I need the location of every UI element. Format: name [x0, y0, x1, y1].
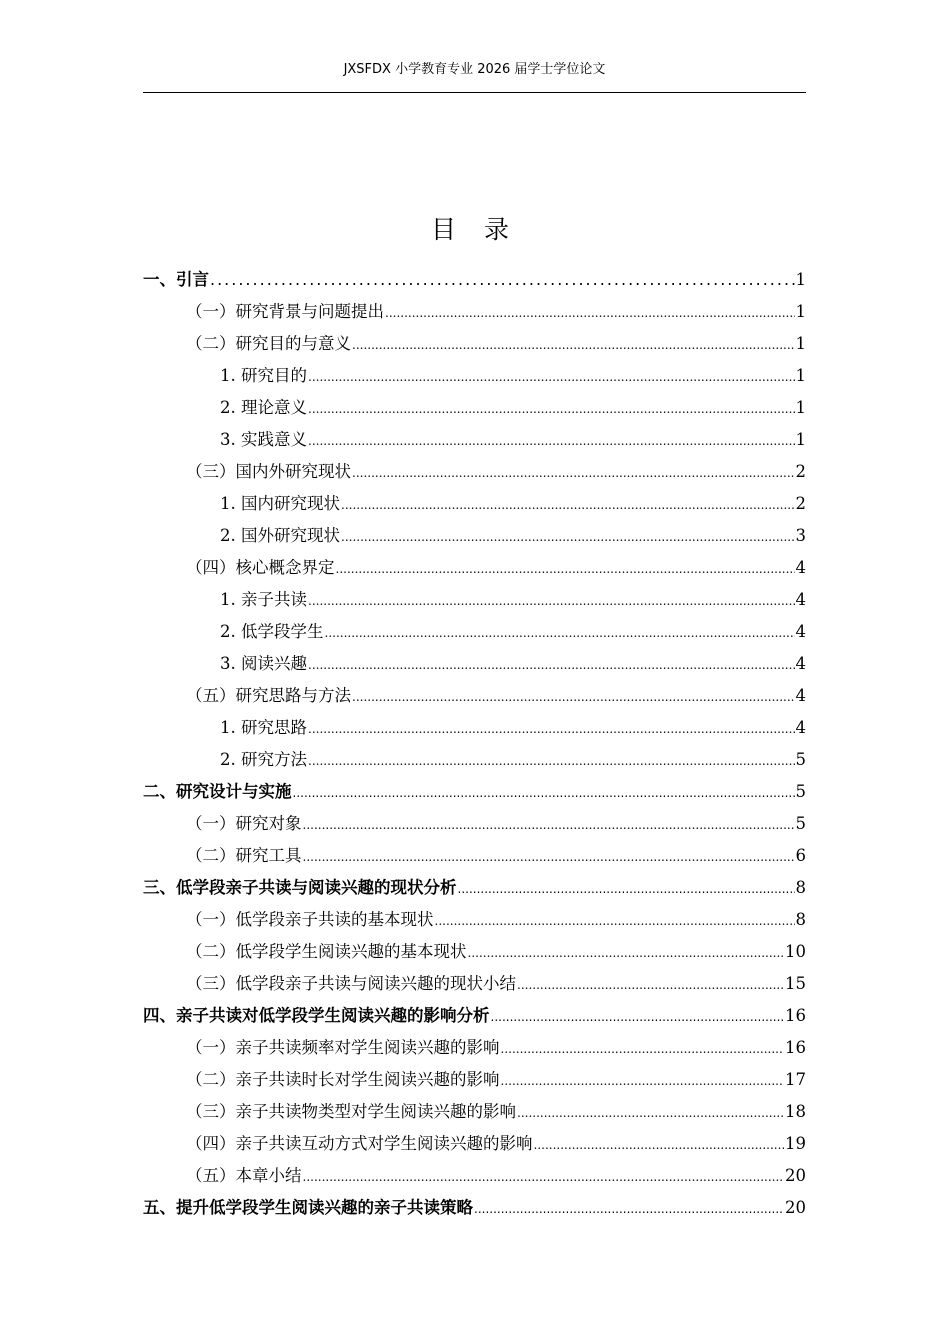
- toc-entry-label: 二、研究设计与实施: [143, 782, 292, 801]
- toc-entry[interactable]: [143, 1000, 806, 1032]
- toc-entry-label: 2. 低学段学生: [220, 622, 324, 641]
- toc-title: 目 录: [431, 215, 519, 244]
- toc-entry-page: 4: [795, 654, 806, 673]
- toc-entry[interactable]: [143, 936, 806, 968]
- toc-leader-dots: [468, 936, 785, 969]
- toc-entry-label: （二）研究工具: [186, 846, 302, 865]
- toc-entry-label: （二）亲子共读时长对学生阅读兴趣的影响: [186, 1070, 500, 1089]
- toc-leader-dots: [341, 488, 795, 521]
- toc-entry-label: 3. 阅读兴趣: [220, 654, 307, 673]
- toc-entry-page: 10: [785, 942, 806, 961]
- toc-entry-page: 4: [795, 686, 806, 705]
- toc-entry[interactable]: [143, 424, 806, 456]
- toc-entry-label: 四、亲子共读对低学段学生阅读兴趣的影响分析: [143, 1006, 490, 1025]
- toc-entry[interactable]: [143, 680, 806, 712]
- toc-entry[interactable]: [143, 1032, 806, 1064]
- toc-leader-dots: [491, 1000, 785, 1033]
- toc-entry-page: 15: [785, 974, 806, 993]
- toc-entry-page: 4: [795, 558, 806, 577]
- toc-entry-label: 1. 研究目的: [220, 366, 307, 385]
- toc-entry-page: 4: [795, 622, 806, 641]
- toc-entry-page: 8: [795, 878, 806, 897]
- toc-entry-page: 18: [785, 1102, 806, 1121]
- toc-leader-dots: [352, 456, 795, 489]
- toc-entry-label: （五）本章小结: [186, 1166, 302, 1185]
- toc-entry[interactable]: [143, 712, 806, 744]
- toc-leader-dots: [336, 552, 795, 585]
- toc-entry-page: 1: [795, 398, 806, 417]
- toc-entry-label: （一）低学段亲子共读的基本现状: [186, 910, 434, 929]
- toc-entry[interactable]: [143, 1096, 806, 1128]
- toc-entry[interactable]: [143, 584, 806, 616]
- page-header: JXSFDX 小学教育专业 2026 届学士学位论文: [343, 62, 606, 77]
- toc-entry-label: 2. 理论意义: [220, 398, 307, 417]
- header-rule: [143, 92, 806, 93]
- toc-entry[interactable]: [143, 872, 806, 904]
- toc-entry-page: 5: [795, 750, 806, 769]
- toc-entry-page: 4: [795, 590, 806, 609]
- toc-leader-dots: [352, 328, 795, 361]
- toc-entry-label: （四）亲子共读互动方式对学生阅读兴趣的影响: [186, 1134, 533, 1153]
- toc-leader-dots: [308, 712, 795, 745]
- toc-leader-dots: [325, 616, 795, 649]
- toc-entry[interactable]: [143, 648, 806, 680]
- toc-entry-label: （五）研究思路与方法: [186, 686, 351, 705]
- toc-entry[interactable]: [143, 264, 806, 296]
- toc-entry-label: 1. 国内研究现状: [220, 494, 340, 513]
- toc-leader-dots: [517, 968, 784, 1001]
- toc-entry-page: 2: [795, 494, 806, 513]
- toc-leader-dots: [474, 1192, 784, 1225]
- toc-leader-dots: [341, 520, 795, 553]
- toc-leader-dots: [517, 1096, 784, 1129]
- toc-entry[interactable]: [143, 520, 806, 552]
- toc-entry-label: 三、低学段亲子共读与阅读兴趣的现状分析: [143, 878, 457, 897]
- toc-entry-label: 3. 实践意义: [220, 430, 307, 449]
- toc-leader-dots: [293, 776, 795, 809]
- toc-entry-page: 5: [795, 814, 806, 833]
- toc-leader-dots: [352, 680, 795, 713]
- toc-entry-page: 1: [795, 366, 806, 385]
- toc-entry-page: 2: [795, 462, 806, 481]
- toc-entry[interactable]: [143, 1160, 806, 1192]
- toc-leader-dots: [308, 584, 795, 617]
- toc-leader-dots: [308, 360, 795, 393]
- toc-entry-label: （二）低学段学生阅读兴趣的基本现状: [186, 942, 467, 961]
- toc-entry[interactable]: [143, 808, 806, 840]
- toc-entry[interactable]: [143, 968, 806, 1000]
- toc-leader-dots: [308, 424, 795, 457]
- toc-entry[interactable]: [143, 552, 806, 584]
- toc-entry-label: （四）核心概念界定: [186, 558, 335, 577]
- toc-leader-dots: [501, 1032, 785, 1065]
- toc-entry-label: （三）亲子共读物类型对学生阅读兴趣的影响: [186, 1102, 516, 1121]
- toc-leader-dots: [501, 1064, 785, 1097]
- toc-entry[interactable]: [143, 296, 806, 328]
- toc-entry-label: （三）国内外研究现状: [186, 462, 351, 481]
- toc-leader-dots: [303, 808, 795, 841]
- toc-leader-dots: [458, 872, 795, 905]
- toc-leader-dots: [210, 264, 795, 296]
- toc-entry-page: 4: [795, 718, 806, 737]
- toc-entry[interactable]: [143, 840, 806, 872]
- toc-entry-label: 2. 研究方法: [220, 750, 307, 769]
- toc-entry-page: 1: [795, 430, 806, 449]
- toc-entry[interactable]: [143, 328, 806, 360]
- toc-entry-page: 1: [795, 302, 806, 321]
- toc-leader-dots: [303, 1160, 785, 1193]
- toc-leader-dots: [385, 296, 795, 329]
- toc-leader-dots: [308, 392, 795, 425]
- toc-entry[interactable]: [143, 488, 806, 520]
- toc-entry-label: （三）低学段亲子共读与阅读兴趣的现状小结: [186, 974, 516, 993]
- toc-entry-page: 8: [795, 910, 806, 929]
- toc-entry-page: 3: [795, 526, 806, 545]
- toc-entry-label: 2. 国外研究现状: [220, 526, 340, 545]
- toc-leader-dots: [308, 744, 795, 777]
- toc-entry[interactable]: [143, 1192, 806, 1224]
- toc-leader-dots: [308, 648, 795, 681]
- toc-entry-page: 1: [795, 270, 806, 289]
- toc-entry[interactable]: [143, 744, 806, 776]
- toc-entry-page: 20: [785, 1198, 806, 1217]
- toc-leader-dots: [435, 904, 795, 937]
- toc-entry-page: 16: [785, 1038, 806, 1057]
- toc-entry-page: 5: [795, 782, 806, 801]
- toc-entry[interactable]: [143, 1128, 806, 1160]
- toc-entry-label: 五、提升低学段学生阅读兴趣的亲子共读策略: [143, 1198, 473, 1217]
- toc-entry[interactable]: [143, 776, 806, 808]
- toc-entry-page: 1: [795, 334, 806, 353]
- toc-entry[interactable]: [143, 616, 806, 648]
- toc-entry[interactable]: [143, 904, 806, 936]
- toc-entry[interactable]: [143, 1064, 806, 1096]
- toc-entry-page: 19: [785, 1134, 806, 1153]
- toc-entry-label: 1. 亲子共读: [220, 590, 307, 609]
- toc-entry-label: 一、引言: [143, 270, 209, 289]
- toc-entry-page: 6: [795, 846, 806, 865]
- toc-entry-label: （二）研究目的与意义: [186, 334, 351, 353]
- toc-entry[interactable]: [143, 456, 806, 488]
- toc-entry-label: （一）研究对象: [186, 814, 302, 833]
- toc-entry-page: 16: [785, 1006, 806, 1025]
- toc-entry[interactable]: [143, 360, 806, 392]
- toc-entry-label: （一）亲子共读频率对学生阅读兴趣的影响: [186, 1038, 500, 1057]
- toc-entry-page: 17: [785, 1070, 806, 1089]
- toc-leader-dots: [303, 840, 795, 873]
- toc-leader-dots: [534, 1128, 785, 1161]
- toc-entry-label: 1. 研究思路: [220, 718, 307, 737]
- toc-entry-label: （一）研究背景与问题提出: [186, 302, 384, 321]
- toc-entry-page: 20: [785, 1166, 806, 1185]
- toc-entry[interactable]: [143, 392, 806, 424]
- table-of-contents: [143, 264, 806, 1224]
